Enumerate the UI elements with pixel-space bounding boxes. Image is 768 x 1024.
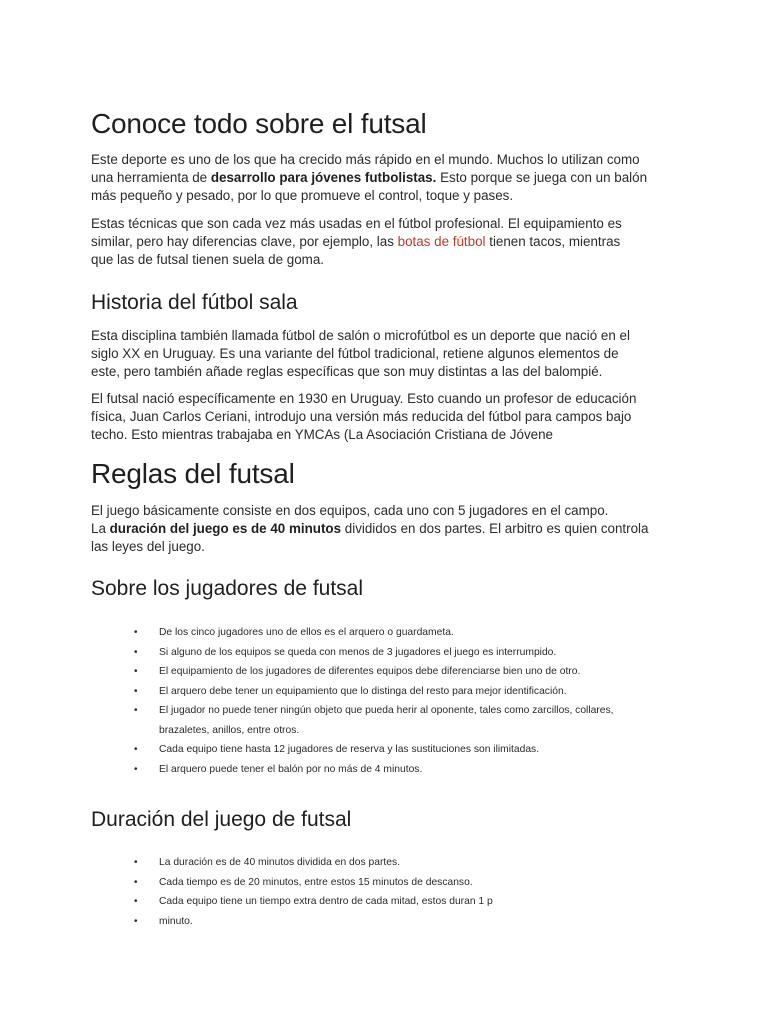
list-item bbox=[91, 682, 691, 702]
bullet-icon: • bbox=[134, 857, 138, 868]
equipment-paragraph bbox=[91, 215, 691, 269]
text-line: El juego básicamente consiste en dos equipos, cada uno con 5 jugadores en el campo. bbox=[91, 503, 609, 518]
bullet-icon: • bbox=[134, 705, 138, 716]
duracion-list bbox=[91, 853, 691, 931]
list-item bbox=[91, 623, 691, 643]
bullet-icon: • bbox=[134, 627, 138, 638]
bold-text: desarrollo para jóvenes futbolistas. bbox=[210, 170, 437, 185]
list-item-text: La duración es de 40 minutos dividida en dos partes. bbox=[159, 857, 400, 868]
list-item-text: El arquero debe tener un equipamiento que lo distinga del resto para mejor identificación. bbox=[159, 685, 567, 697]
list-item-text: El arquero puede tener el balón por no más de 4 minutos. bbox=[159, 763, 423, 775]
text-span: tienen tacos, mientras bbox=[485, 234, 621, 249]
section-heading-jugadores: Sobre los jugadores de futsal bbox=[91, 577, 364, 600]
list-item bbox=[91, 662, 691, 682]
list-item-text: Cada equipo tiene un tiempo extra dentro de cada mitad, estos duran 1 p bbox=[159, 896, 493, 907]
section-heading-reglas: Reglas del futsal bbox=[91, 458, 295, 489]
bullet-icon: • bbox=[134, 685, 138, 697]
text-span: Esto porque se juega con un balón bbox=[436, 170, 648, 185]
list-item bbox=[91, 740, 691, 760]
botas-de-futbol-link[interactable]: botas de fútbol bbox=[397, 234, 486, 249]
text-span: similar, pero hay diferencias clave, por ejemplo, las bbox=[91, 234, 398, 249]
text-line: más pequeño y pesado, por lo que promueve el control, toque y pases. bbox=[91, 188, 514, 203]
list-item bbox=[91, 912, 691, 932]
list-item bbox=[91, 760, 691, 780]
text-line: las leyes del juego. bbox=[91, 539, 205, 554]
text-line bbox=[91, 233, 691, 251]
page-title: Conoce todo sobre el futsal bbox=[91, 108, 427, 139]
text-line bbox=[91, 169, 691, 187]
historia-paragraph-2 bbox=[91, 390, 691, 444]
intro-paragraph bbox=[91, 151, 691, 205]
list-item bbox=[91, 892, 691, 912]
list-item-text: Cada equipo tiene hasta 12 jugadores de reserva y las sustituciones son ilimitadas. bbox=[159, 744, 540, 755]
text-span: una herramienta de bbox=[91, 170, 211, 185]
text-line: este, pero también añade reglas específicas que son muy distintas a las del balompié. bbox=[91, 364, 603, 379]
list-item-text: Si alguno de los equipos se queda con menos de 3 jugadores el juego es interrumpido. bbox=[159, 646, 557, 658]
text-line: Esta disciplina también llamada fútbol de salón o microfútbol es un deporte que nació en el bbox=[91, 328, 630, 343]
bullet-icon: • bbox=[134, 915, 138, 927]
text-line: Estas técnicas que son cada vez más usadas en el fútbol profesional. El equipamiento es bbox=[91, 216, 622, 231]
list-item bbox=[91, 701, 691, 721]
text-span: divididos en dos partes. El arbitro es quien controla bbox=[341, 521, 649, 536]
bullet-icon: • bbox=[134, 876, 138, 888]
text-line: física, Juan Carlos Ceriani, introdujo una versión más reducida del fútbol para campos bajo bbox=[91, 409, 632, 424]
list-item-text: minuto. bbox=[159, 915, 193, 927]
historia-paragraph-1 bbox=[91, 327, 691, 381]
text-line: El futsal nació específicamente en 1930 en Uruguay. Esto cuando un profesor de educación bbox=[91, 391, 637, 406]
list-item-text: El jugador no puede tener ningún objeto que pueda herir al oponente, tales como zarcillos, collares, bbox=[159, 705, 614, 716]
bullet-icon: • bbox=[134, 763, 138, 775]
text-line: siglo XX en Uruguay. Es una variante del fútbol tradicional, retiene algunos elementos de bbox=[91, 346, 619, 361]
text-line bbox=[91, 520, 691, 538]
bullet-icon: • bbox=[134, 646, 138, 658]
list-item bbox=[91, 873, 691, 893]
section-heading-historia: Historia del fútbol sala bbox=[91, 291, 298, 314]
text-line: techo. Esto mientras trabajaba en YMCAs (La Asociación Cristiana de Jóvene bbox=[91, 427, 553, 442]
list-item bbox=[91, 853, 691, 873]
bullet-icon: • bbox=[134, 666, 138, 677]
text-span: La bbox=[91, 521, 110, 536]
bullet-icon: • bbox=[134, 744, 138, 755]
text-line: Este deporte es uno de los que ha crecido más rápido en el mundo. Muchos lo utilizan como bbox=[91, 152, 640, 167]
list-item-continuation bbox=[91, 721, 691, 741]
bold-text: duración del juego es de 40 minutos bbox=[109, 521, 342, 536]
list-item bbox=[91, 643, 691, 663]
section-heading-duracion: Duración del juego de futsal bbox=[91, 808, 352, 831]
list-item-text: Cada tiempo es de 20 minutos, entre estos 15 minutos de descanso. bbox=[159, 876, 473, 888]
reglas-paragraph bbox=[91, 502, 691, 556]
list-item-text: El equipamiento de los jugadores de diferentes equipos debe diferenciarse bien uno de otro. bbox=[159, 666, 581, 677]
text-line: que las de futsal tienen suela de goma. bbox=[91, 252, 325, 267]
jugadores-list bbox=[91, 623, 691, 779]
bullet-icon: • bbox=[134, 896, 138, 907]
list-item-text: brazaletes, anillos, entre otros. bbox=[159, 724, 300, 736]
list-item-text: De los cinco jugadores uno de ellos es el arquero o guardameta. bbox=[159, 627, 454, 638]
